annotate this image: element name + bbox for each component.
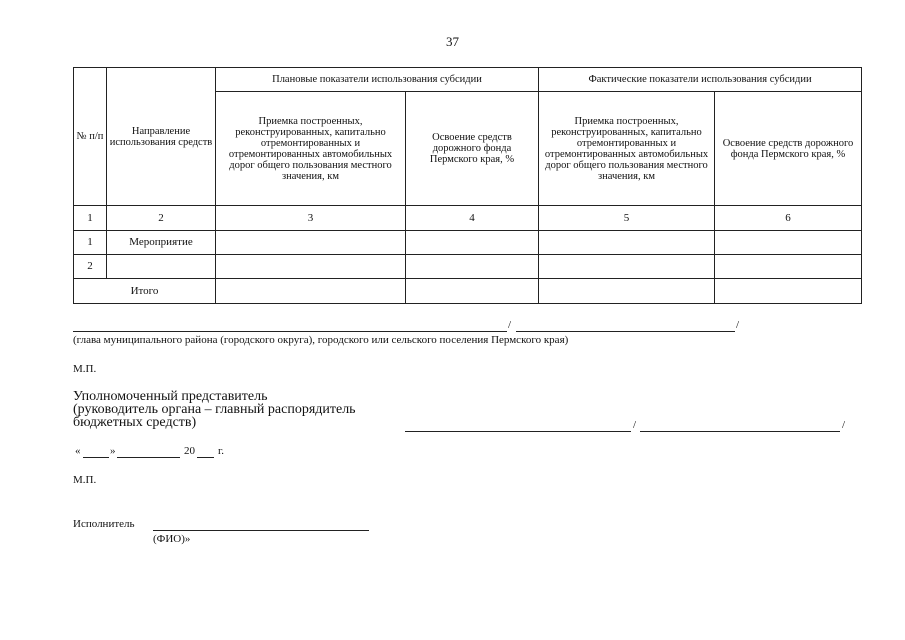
header-number: № п/п xyxy=(74,68,107,206)
date-close-quote: » xyxy=(110,445,116,457)
signature-slash: / xyxy=(633,419,637,431)
table-cell xyxy=(715,255,862,279)
header-planned-roads: Приемка построенных, реконструированных, капитально отремонтированных и отремонтированных автомобильных дорог общего пользования местного значения, км xyxy=(216,92,406,206)
column-number: 1 xyxy=(74,206,107,231)
header-direction: Направление использования средств xyxy=(107,68,216,206)
header-planned-indicators: Плановые показатели использования субсидии xyxy=(216,68,539,92)
table-cell xyxy=(216,255,406,279)
row-direction: Мероприятие xyxy=(107,231,216,255)
column-number: 4 xyxy=(406,206,539,231)
name-line xyxy=(516,331,735,332)
table-cell xyxy=(539,279,715,304)
table-row xyxy=(74,255,862,279)
page-number: 37 xyxy=(446,34,459,49)
executor-line xyxy=(153,530,369,531)
stamp-placeholder: М.П. xyxy=(73,474,97,486)
header-actual-roads: Приемка построенных, реконструированных, капитально отремонтированных и отремонтированных автомобильных дорог общего пользования местного значения, км xyxy=(539,92,715,206)
table-row xyxy=(74,231,862,255)
executor-label: Исполнитель xyxy=(73,518,135,530)
table-cell xyxy=(715,231,862,255)
month-line xyxy=(117,457,180,458)
signature-slash: / xyxy=(842,419,846,431)
date-open-quote: « xyxy=(75,445,81,457)
year-line xyxy=(197,457,214,458)
column-number: 5 xyxy=(539,206,715,231)
signature-slash: / xyxy=(736,319,740,331)
header-actual-indicators: Фактические показатели использования субсидии xyxy=(539,68,862,92)
representative-role: (руководитель органа – главный распорядитель xyxy=(73,402,356,417)
total-label: Итого xyxy=(74,279,216,304)
table-cell xyxy=(715,279,862,304)
day-line xyxy=(83,457,109,458)
column-number: 2 xyxy=(107,206,216,231)
column-number: 3 xyxy=(216,206,406,231)
representative-title: Уполномоченный представитель xyxy=(73,389,268,404)
subsidy-indicators-table xyxy=(73,67,862,304)
row-number: 1 xyxy=(74,231,107,255)
year-prefix: 20 xyxy=(184,445,195,457)
table-cell xyxy=(406,231,539,255)
year-suffix: г. xyxy=(218,445,225,457)
table-cell xyxy=(406,279,539,304)
column-number-row xyxy=(74,206,862,231)
row-direction xyxy=(107,255,216,279)
signature-caption: (глава муниципального района (городского округа), городского или сельского поселения Пермского края) xyxy=(73,334,569,346)
table-cell xyxy=(539,255,715,279)
signature-line xyxy=(73,331,507,332)
executor-caption: (ФИО)» xyxy=(153,533,191,545)
stamp-placeholder: М.П. xyxy=(73,363,97,375)
header-planned-fund: Освоение средств дорожного фонда Пермского края, % xyxy=(406,92,539,206)
signature-line xyxy=(405,431,631,432)
representative-role-cont: бюджетных средств) xyxy=(73,415,197,430)
name-line xyxy=(640,431,840,432)
table-cell xyxy=(216,231,406,255)
table-cell xyxy=(406,255,539,279)
signature-slash: / xyxy=(508,319,512,331)
header-actual-fund: Освоение средств дорожного фонда Пермского края, % xyxy=(715,92,862,206)
row-number: 2 xyxy=(74,255,107,279)
total-row xyxy=(74,279,862,304)
table-cell xyxy=(216,279,406,304)
column-number: 6 xyxy=(715,206,862,231)
table-cell xyxy=(539,231,715,255)
